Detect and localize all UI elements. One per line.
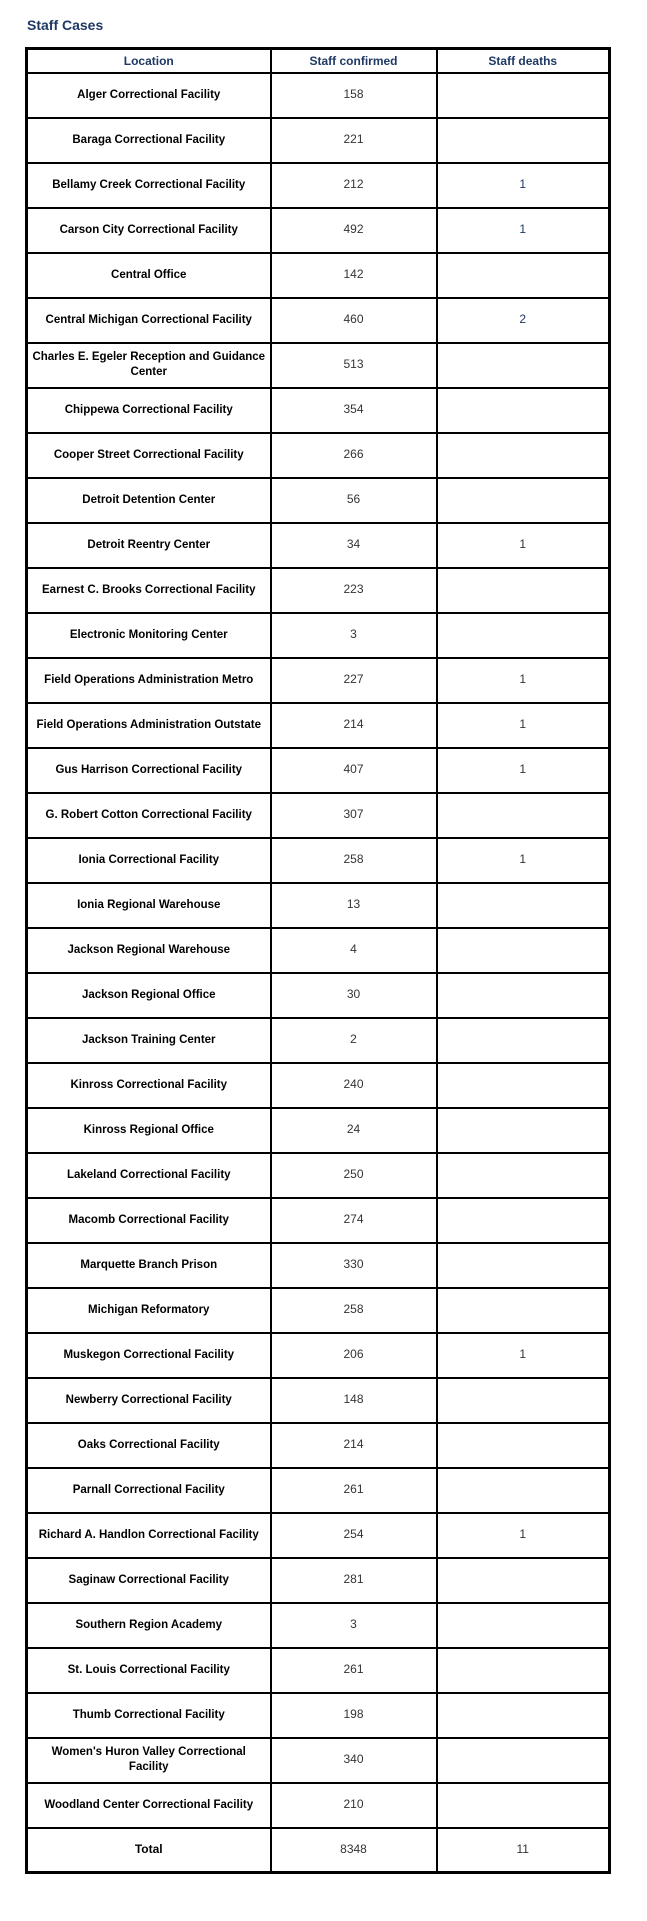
staff-deaths-cell [437, 1648, 610, 1693]
staff-confirmed-cell: 206 [271, 1333, 437, 1378]
staff-deaths-cell [437, 1198, 610, 1243]
staff-deaths-cell: 1 [437, 208, 610, 253]
location-cell: Carson City Correctional Facility [27, 208, 271, 253]
staff-confirmed-cell: 513 [271, 343, 437, 388]
header-location: Location [27, 49, 271, 73]
staff-deaths-cell: 1 [437, 163, 610, 208]
table-row [27, 1108, 610, 1153]
table-row [27, 388, 610, 433]
location-cell: Southern Region Academy [27, 1603, 271, 1648]
staff-deaths-cell [437, 1288, 610, 1333]
table-row [27, 1153, 610, 1198]
staff-deaths-cell: 1 [437, 523, 610, 568]
total-confirmed-value: 8348 [271, 1828, 437, 1873]
total-deaths-value: 11 [437, 1828, 610, 1873]
location-cell: Gus Harrison Correctional Facility [27, 748, 271, 793]
location-cell: Electronic Monitoring Center [27, 613, 271, 658]
table-row [27, 343, 610, 388]
staff-confirmed-cell: 3 [271, 613, 437, 658]
location-cell: Field Operations Administration Metro [27, 658, 271, 703]
table-row [27, 1738, 610, 1783]
staff-deaths-cell [437, 478, 610, 523]
location-cell: Thumb Correctional Facility [27, 1693, 271, 1738]
page-title: Staff Cases [27, 17, 104, 33]
location-cell: G. Robert Cotton Correctional Facility [27, 793, 271, 838]
location-cell: Charles E. Egeler Reception and Guidance Center [27, 343, 271, 388]
location-cell: Michigan Reformatory [27, 1288, 271, 1333]
staff-deaths-cell [437, 613, 610, 658]
table-row [27, 568, 610, 613]
staff-confirmed-cell: 24 [271, 1108, 437, 1153]
table-row [27, 1558, 610, 1603]
location-cell: Cooper Street Correctional Facility [27, 433, 271, 478]
table-row [27, 1693, 610, 1738]
staff-confirmed-cell: 148 [271, 1378, 437, 1423]
table-row [27, 883, 610, 928]
location-cell: Saginaw Correctional Facility [27, 1558, 271, 1603]
staff-deaths-cell: 1 [437, 838, 610, 883]
staff-deaths-cell [437, 928, 610, 973]
staff-confirmed-cell: 3 [271, 1603, 437, 1648]
staff-deaths-cell [437, 793, 610, 838]
staff-deaths-cell [437, 1468, 610, 1513]
location-cell: Bellamy Creek Correctional Facility [27, 163, 271, 208]
staff-deaths-cell [437, 118, 610, 163]
location-cell: Richard A. Handlon Correctional Facility [27, 1513, 271, 1558]
table-row [27, 973, 610, 1018]
staff-confirmed-cell: 240 [271, 1063, 437, 1108]
table-row [27, 298, 610, 343]
table-row [27, 1288, 610, 1333]
staff-deaths-cell [437, 1018, 610, 1063]
staff-confirmed-cell: 258 [271, 1288, 437, 1333]
staff-confirmed-cell: 254 [271, 1513, 437, 1558]
location-cell: Central Michigan Correctional Facility [27, 298, 271, 343]
table-row [27, 118, 610, 163]
table-row [27, 163, 610, 208]
staff-confirmed-cell: 142 [271, 253, 437, 298]
staff-confirmed-cell: 460 [271, 298, 437, 343]
staff-confirmed-cell: 223 [271, 568, 437, 613]
staff-confirmed-cell: 221 [271, 118, 437, 163]
location-cell: Detroit Reentry Center [27, 523, 271, 568]
staff-deaths-cell: 1 [437, 1333, 610, 1378]
staff-deaths-cell: 1 [437, 1513, 610, 1558]
staff-deaths-cell [437, 1693, 610, 1738]
table-row [27, 433, 610, 478]
staff-confirmed-cell: 340 [271, 1738, 437, 1783]
staff-confirmed-cell: 13 [271, 883, 437, 928]
table-row [27, 658, 610, 703]
table-row [27, 1378, 610, 1423]
staff-deaths-cell: 2 [437, 298, 610, 343]
staff-deaths-cell: 1 [437, 658, 610, 703]
staff-deaths-cell [437, 388, 610, 433]
table-row [27, 748, 610, 793]
location-cell: Muskegon Correctional Facility [27, 1333, 271, 1378]
table-row [27, 928, 610, 973]
table-header [27, 49, 610, 73]
staff-deaths-cell [437, 568, 610, 613]
header-row [27, 49, 610, 73]
staff-confirmed-cell: 214 [271, 703, 437, 748]
staff-deaths-cell [437, 433, 610, 478]
table-row [27, 478, 610, 523]
table-row [27, 1243, 610, 1288]
staff-deaths-cell [437, 1603, 610, 1648]
table-row [27, 253, 610, 298]
staff-confirmed-cell: 4 [271, 928, 437, 973]
table-row [27, 1603, 610, 1648]
staff-confirmed-cell: 354 [271, 388, 437, 433]
staff-deaths-cell [437, 1783, 610, 1828]
staff-deaths-cell [437, 1108, 610, 1153]
location-cell: Kinross Regional Office [27, 1108, 271, 1153]
table-row [27, 208, 610, 253]
staff-confirmed-cell: 56 [271, 478, 437, 523]
staff-deaths-cell [437, 1423, 610, 1468]
location-cell: Lakeland Correctional Facility [27, 1153, 271, 1198]
table-row [27, 1648, 610, 1693]
staff-deaths-cell [437, 1063, 610, 1108]
staff-deaths-cell: 1 [437, 703, 610, 748]
table-body [27, 73, 610, 1828]
staff-confirmed-cell: 261 [271, 1648, 437, 1693]
staff-confirmed-cell: 330 [271, 1243, 437, 1288]
staff-confirmed-cell: 307 [271, 793, 437, 838]
location-cell: Earnest C. Brooks Correctional Facility [27, 568, 271, 613]
location-cell: Oaks Correctional Facility [27, 1423, 271, 1468]
table-row [27, 523, 610, 568]
staff-confirmed-cell: 34 [271, 523, 437, 568]
staff-cases-table [25, 47, 611, 1874]
location-cell: Baraga Correctional Facility [27, 118, 271, 163]
location-cell: Jackson Regional Office [27, 973, 271, 1018]
staff-deaths-cell [437, 883, 610, 928]
table-row [27, 838, 610, 883]
staff-deaths-cell [437, 1243, 610, 1288]
staff-confirmed-cell: 281 [271, 1558, 437, 1603]
staff-confirmed-cell: 227 [271, 658, 437, 703]
staff-confirmed-cell: 214 [271, 1423, 437, 1468]
table-row [27, 73, 610, 118]
location-cell: Central Office [27, 253, 271, 298]
staff-confirmed-cell: 30 [271, 973, 437, 1018]
staff-deaths-cell [437, 1558, 610, 1603]
staff-deaths-cell: 1 [437, 748, 610, 793]
table-row [27, 1063, 610, 1108]
staff-confirmed-cell: 212 [271, 163, 437, 208]
table-row [27, 1513, 610, 1558]
staff-confirmed-cell: 2 [271, 1018, 437, 1063]
staff-confirmed-cell: 407 [271, 748, 437, 793]
table-row [27, 613, 610, 658]
staff-deaths-cell [437, 1738, 610, 1783]
staff-deaths-cell [437, 73, 610, 118]
location-cell: Detroit Detention Center [27, 478, 271, 523]
staff-deaths-cell [437, 253, 610, 298]
location-cell: Parnall Correctional Facility [27, 1468, 271, 1513]
location-cell: Macomb Correctional Facility [27, 1198, 271, 1243]
staff-deaths-cell [437, 1378, 610, 1423]
staff-confirmed-cell: 250 [271, 1153, 437, 1198]
staff-confirmed-cell: 198 [271, 1693, 437, 1738]
location-cell: Ionia Regional Warehouse [27, 883, 271, 928]
staff-deaths-cell [437, 1153, 610, 1198]
location-cell: Women's Huron Valley Correctional Facility [27, 1738, 271, 1783]
location-cell: Marquette Branch Prison [27, 1243, 271, 1288]
location-cell: Ionia Correctional Facility [27, 838, 271, 883]
staff-deaths-cell [437, 343, 610, 388]
table-row [27, 1783, 610, 1828]
table-row [27, 1198, 610, 1243]
location-cell: Field Operations Administration Outstate [27, 703, 271, 748]
location-cell: Jackson Training Center [27, 1018, 271, 1063]
staff-confirmed-cell: 274 [271, 1198, 437, 1243]
table-footer [27, 1828, 610, 1873]
staff-confirmed-cell: 492 [271, 208, 437, 253]
location-cell: Jackson Regional Warehouse [27, 928, 271, 973]
location-cell: Alger Correctional Facility [27, 73, 271, 118]
table-row [27, 1018, 610, 1063]
location-cell: Newberry Correctional Facility [27, 1378, 271, 1423]
staff-deaths-cell [437, 973, 610, 1018]
table-row [27, 1333, 610, 1378]
staff-confirmed-cell: 258 [271, 838, 437, 883]
total-row [27, 1828, 610, 1873]
staff-confirmed-cell: 261 [271, 1468, 437, 1513]
staff-confirmed-cell: 158 [271, 73, 437, 118]
location-cell: Kinross Correctional Facility [27, 1063, 271, 1108]
location-cell: Chippewa Correctional Facility [27, 388, 271, 433]
total-label: Total [27, 1828, 271, 1873]
staff-confirmed-cell: 210 [271, 1783, 437, 1828]
table-row [27, 793, 610, 838]
table-row [27, 1423, 610, 1468]
header-staff-confirmed: Staff confirmed [271, 49, 437, 73]
table-row [27, 703, 610, 748]
staff-confirmed-cell: 266 [271, 433, 437, 478]
header-staff-deaths: Staff deaths [437, 49, 610, 73]
location-cell: St. Louis Correctional Facility [27, 1648, 271, 1693]
table-row [27, 1468, 610, 1513]
location-cell: Woodland Center Correctional Facility [27, 1783, 271, 1828]
